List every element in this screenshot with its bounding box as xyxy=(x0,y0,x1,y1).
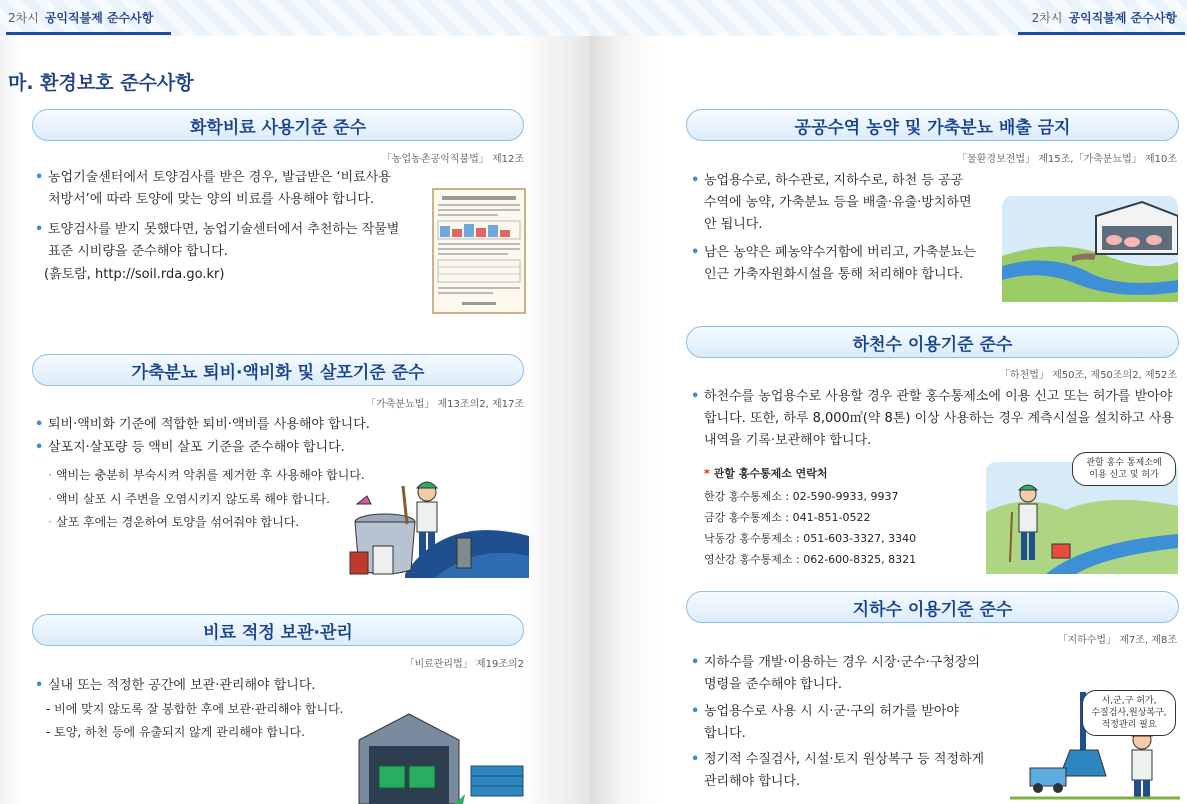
pesticide-heading: 공공수역 농약 및 가축분뇨 배출 금지 xyxy=(686,109,1179,141)
farmer-mixing-manure-illustration xyxy=(345,474,529,578)
groundwater-heading: 지하수 이용기준 준수 xyxy=(686,591,1179,623)
fertilizer-bullet-2 xyxy=(48,219,399,263)
header-tag-right xyxy=(1032,9,1177,26)
header-title: 공익직불제 준수사항 xyxy=(44,11,154,25)
manure-sub-1: · 액비는 충분히 부숙시켜 악취를 제거한 후 사용해야 합니다. xyxy=(56,465,365,485)
pesticide-law: 「물환경보전법」 제15조,「가축분뇨법」 제10조 xyxy=(957,154,1177,165)
storage-bullet: • 실내 또는 적정한 공간에 보관·관리해야 합니다. xyxy=(48,675,316,697)
section-title: 마. 환경보호 준수사항 xyxy=(8,72,194,94)
text-line: • 농업용수로 사용 시 시·군·구의 허가를 받아야 xyxy=(704,704,959,719)
asterisk: * xyxy=(704,467,710,480)
header-tag-left xyxy=(8,9,153,26)
contact-title-text: 관할 홍수통제소 연락처 xyxy=(713,467,828,480)
text-line: 내역을 기록·보관해야 합니다. xyxy=(704,433,872,448)
contact-geum: 금강 홍수통제소 : 041-851-0522 xyxy=(704,511,871,524)
text-line: • 지하수를 개발·이용하는 경우 시장·군수·구청장의 xyxy=(704,655,980,670)
text-line: 적정관리 필요 xyxy=(1101,720,1157,730)
text-line: 인근 가축자원화시설을 통해 처리해야 합니다. xyxy=(704,267,964,282)
contact-han: 한강 홍수통제소 : 02-590-9933, 9937 xyxy=(704,490,899,503)
groundwater-bullet-2 xyxy=(704,701,959,745)
text-line: 처방서’에 따라 토양에 맞는 양의 비료를 사용해야 합니다. xyxy=(48,192,375,207)
text-line: 수질검사,원상복구, xyxy=(1091,708,1167,718)
fertilizer-warehouse-illustration xyxy=(355,710,529,804)
text-line: 이용 신고 및 허가 xyxy=(1089,470,1159,480)
text-line: 표준 시비량을 준수해야 합니다. xyxy=(48,244,228,259)
text-line: 관리해야 합니다. xyxy=(704,774,801,789)
text-line: 안 됩니다. xyxy=(704,217,763,232)
right-page xyxy=(590,0,1187,804)
manure-bullet-2: • 살포지·살포량 등 액비 살포 기준을 준수해야 합니다. xyxy=(48,437,345,459)
header-lesson-number: 2차시 xyxy=(1031,11,1063,25)
manure-heading: 가축분뇨 퇴비·액비화 및 살포기준 준수 xyxy=(32,354,524,386)
storage-dash-2: - 토양, 하천 등에 유출되지 않게 관리해야 합니다. xyxy=(46,725,305,739)
fertilizer-note: (흙토람, http://soil.rda.go.kr) xyxy=(44,267,225,282)
groundwater-bullet-3 xyxy=(704,749,984,793)
text-line: 명령을 준수해야 합니다. xyxy=(704,677,842,692)
header-underline xyxy=(1018,32,1185,35)
text-line: 수역에 농약, 가축분뇨 등을 배출·유출·방치하면 xyxy=(704,195,972,210)
text-line: 합니다. 또한, 하루 8,000㎥(약 8톤) 이상 사용하는 경우 계측시설을 설치하고 사용 xyxy=(704,411,1174,426)
text-line: • 농업기술센터에서 토양검사를 받은 경우, 발급받은 ‘비료사용 xyxy=(48,170,391,185)
manure-sub-3: · 살포 후에는 경운하여 토양을 섞어줘야 합니다. xyxy=(56,512,299,532)
manure-sub-2: · 액비 살포 시 주변을 오염시키지 않도록 해야 합니다. xyxy=(56,489,330,509)
river-water-law: 「하천법」 제50조, 제50조의2, 제52조 xyxy=(999,370,1177,381)
text-line: • 정기적 수질검사, 시설·토지 원상복구 등 적정하게 xyxy=(704,752,985,767)
text-line: 합니다. xyxy=(704,726,746,741)
groundwater-speech-bubble xyxy=(1082,690,1176,736)
storage-dash-1: - 비에 맞지 않도록 잘 봉합한 후에 보관·관리해야 합니다. xyxy=(46,702,344,716)
river-speech-bubble xyxy=(1072,452,1176,486)
fertilizer-heading: 화학비료 사용기준 준수 xyxy=(32,109,524,141)
contact-nakdong: 낙동강 홍수통제소 : 051-603-3327, 3340 xyxy=(704,532,917,545)
header-lesson-number: 2차시 xyxy=(8,11,39,25)
text-line: 시,군,구 허가, xyxy=(1101,696,1157,706)
livestock-farm-stream-illustration xyxy=(1002,196,1178,302)
soil-prescription-document-illustration xyxy=(432,188,526,314)
header-title: 공익직불제 준수사항 xyxy=(1068,11,1177,25)
text-line: • 남은 농약은 폐농약수거함에 버리고, 가축분뇨는 xyxy=(704,245,976,260)
text-line: • 농업용수로, 하수관로, 지하수로, 하천 등 공공 xyxy=(704,173,964,188)
groundwater-bullet-1 xyxy=(704,652,980,696)
manure-law: 「가축분뇨법」 제13조의2, 제17조 xyxy=(366,399,524,410)
river-water-heading: 하천수 이용기준 준수 xyxy=(686,326,1179,358)
header-underline xyxy=(6,32,171,35)
storage-law: 「비료관리법」 제19조의2 xyxy=(404,659,524,670)
text-line: • 하천수를 농업용수로 사용할 경우 관할 홍수통제소에 이용 신고 또는 허가를 받아야 xyxy=(704,389,1173,404)
fertilizer-law: 「농업농촌공익직불법」 제12조 xyxy=(381,154,524,165)
groundwater-law: 「지하수법」 제7조, 제8조 xyxy=(1057,635,1177,646)
left-page xyxy=(0,0,590,804)
contact-heading xyxy=(704,465,828,481)
contact-yeongsan: 영산강 홍수통제소 : 062-600-8325, 8321 xyxy=(704,553,917,566)
manure-bullet-1: • 퇴비·액비화 기준에 적합한 퇴비·액비를 사용해야 합니다. xyxy=(48,414,370,436)
pesticide-bullet-1 xyxy=(704,170,972,236)
storage-heading: 비료 적정 보관·관리 xyxy=(32,614,524,646)
text-line: 관할 홍수 통제소에 xyxy=(1086,458,1162,468)
fertilizer-bullet-1 xyxy=(48,167,391,211)
pesticide-bullet-2 xyxy=(704,242,976,286)
text-line: • 토양검사를 받지 못했다면, 농업기술센터에서 추천하는 작물별 xyxy=(48,222,400,237)
river-water-bullet xyxy=(704,386,1174,452)
